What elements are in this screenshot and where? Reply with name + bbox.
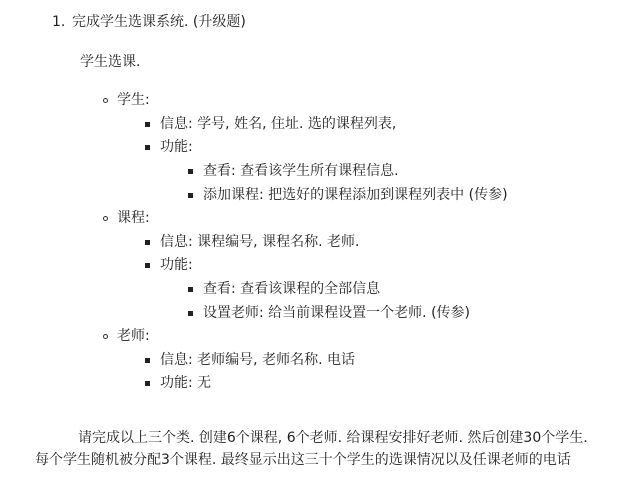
heading-text: 完成学生选课系统. (升级题) xyxy=(72,14,246,30)
square-bullet-icon xyxy=(188,311,193,316)
section-title: 学生: xyxy=(117,92,150,108)
function-item: 查看: 查看该学生所有课程信息. xyxy=(203,163,399,179)
section-info: 信息: 课程编号, 课程名称. 老师. xyxy=(160,234,360,250)
heading-number: 1. xyxy=(52,14,66,30)
square-bullet-icon xyxy=(145,145,150,150)
square-bullet-icon xyxy=(188,287,193,292)
square-bullet-icon xyxy=(145,358,150,363)
summary-line-2: 每个学生随机被分配3个课程. 最终显示出这三十个学生的选课情况以及任课老师的电话 xyxy=(35,452,571,468)
section-function-label: 功能: xyxy=(160,257,193,273)
function-item: 查看: 查看该课程的全部信息 xyxy=(203,281,381,297)
function-item: 添加课程: 把选好的课程添加到课程列表中 (传参) xyxy=(203,187,508,203)
square-bullet-icon xyxy=(145,240,150,245)
function-item: 设置老师: 给当前课程设置一个老师. (传参) xyxy=(203,305,470,321)
intro-text: 学生选课. xyxy=(80,54,141,70)
section-title: 课程: xyxy=(117,210,150,226)
square-bullet-icon xyxy=(145,122,150,127)
section-title: 老师: xyxy=(117,328,150,344)
section-info: 信息: 学号, 姓名, 住址. 选的课程列表, xyxy=(160,116,397,132)
section-function-label: 功能: 无 xyxy=(160,375,212,391)
square-bullet-icon xyxy=(188,193,193,198)
summary-line-1: 请完成以上三个类. 创建6个课程, 6个老师. 给课程安排好老师. 然后创建30个学生. xyxy=(78,430,588,446)
square-bullet-icon xyxy=(145,381,150,386)
circle-bullet-icon xyxy=(103,216,108,221)
section-info: 信息: 老师编号, 老师名称. 电话 xyxy=(160,352,355,368)
section-function-label: 功能: xyxy=(160,139,193,155)
circle-bullet-icon xyxy=(103,98,108,103)
square-bullet-icon xyxy=(145,263,150,268)
circle-bullet-icon xyxy=(103,334,108,339)
square-bullet-icon xyxy=(188,169,193,174)
